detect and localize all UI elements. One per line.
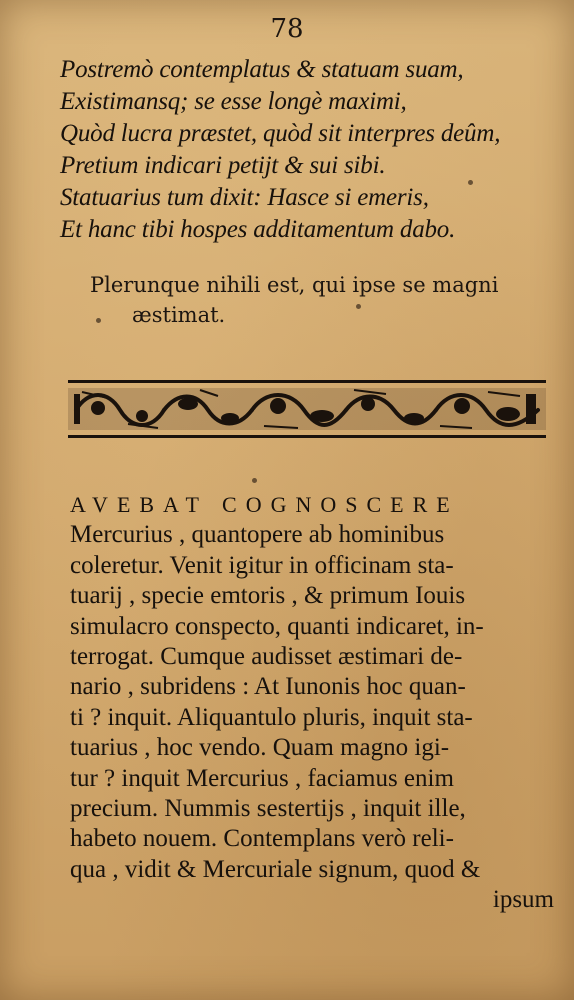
prose-line: nario , subridens : At Iunonis hoc quan- <box>70 673 466 701</box>
verse-line: Postremò contemplatus & statuam suam, <box>60 56 464 83</box>
prose-line: simulacro conspecto, quanti indicaret, in- <box>70 612 484 640</box>
verse-line: Pretium indicari petijt & sui sibi. <box>60 152 386 179</box>
verse-block <box>60 54 540 246</box>
verse-line: Existimansq; se esse longè maximi, <box>60 88 407 115</box>
headpiece-ornament-icon <box>68 380 546 438</box>
verse-line: Statuarius tum dixit: Hasce si emeris, <box>60 184 429 211</box>
prose-line: precium. Nummis sestertijs , inquit ille, <box>70 795 466 823</box>
ink-speck <box>96 318 101 323</box>
moral-line: Plerunque nihili est, qui ipse se magni <box>90 273 499 297</box>
moral-line: æstimat. <box>132 303 226 327</box>
verse-line: Et hanc tibi hospes additamentum dabo. <box>60 216 456 243</box>
prose-line: tuarij , specie emtoris , & primum Iouis <box>70 582 466 610</box>
ink-speck <box>252 478 257 483</box>
prose-line: ti ? inquit. Aliquantulo pluris, inquit sta- <box>70 703 473 731</box>
moral-block <box>90 270 520 330</box>
page-number: 78 <box>270 14 304 44</box>
prose-block <box>70 490 560 916</box>
prose-line: tur ? inquit Mercurius , faciamus enim <box>70 764 454 792</box>
prose-line: Mercurius , quantopere ab hominibus <box>70 521 445 549</box>
prose-line: tuarius , hoc vendo. Quam magno igi- <box>70 734 450 762</box>
prose-line: AVEBAT COGNOSCERE <box>70 492 459 517</box>
prose-line: qua , vidit & Mercuriale signum, quod & <box>70 855 481 883</box>
ink-speck <box>356 304 361 309</box>
prose-line: habeto nouem. Contemplans verò reli- <box>70 825 454 853</box>
prose-line: ipsum <box>492 886 554 914</box>
prose-line: coleretur. Venit igitur in officinam sta- <box>70 551 454 579</box>
verse-line: Quòd lucra præstet, quòd sit interpres deûm, <box>60 120 501 147</box>
prose-line: terrogat. Cumque audisset æstimari de- <box>70 643 463 671</box>
ink-speck <box>468 180 473 185</box>
